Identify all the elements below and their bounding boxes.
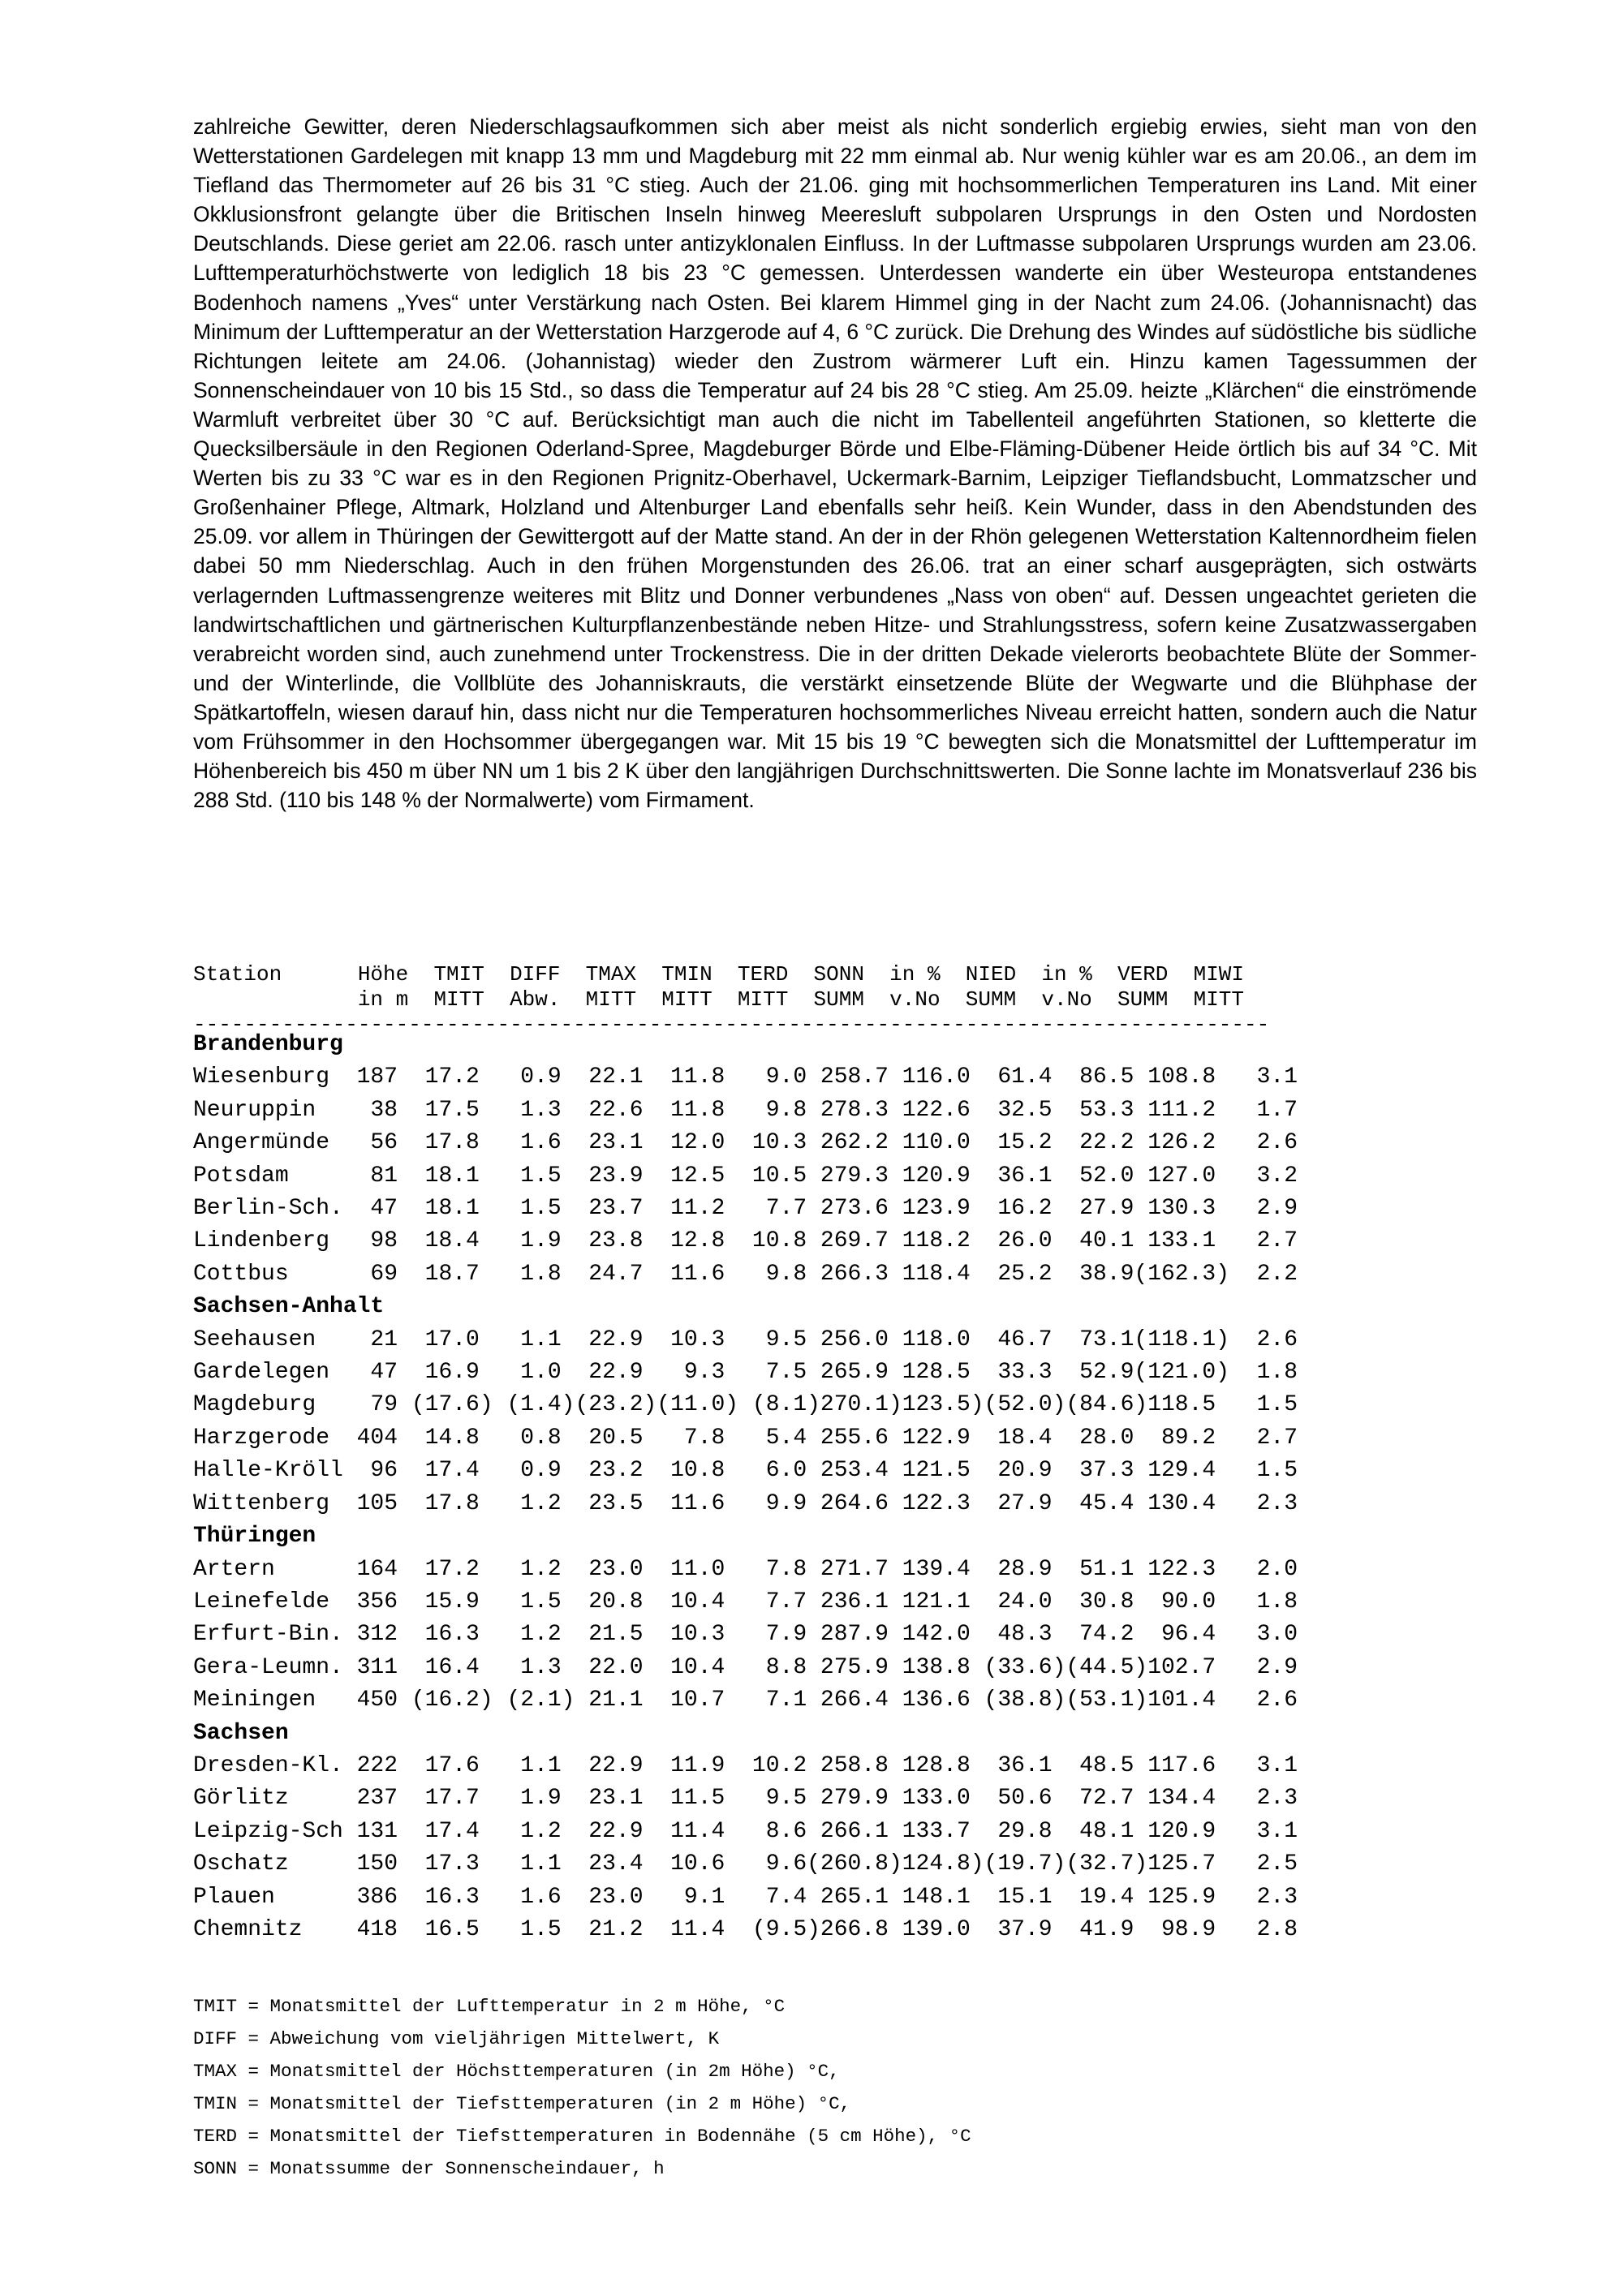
region-heading-brandenburg: Brandenburg [193, 1032, 343, 1057]
table-header-rule: ------------------------------------------------------------------------------------- [193, 1013, 1270, 1037]
legend-item: TMAX = Monatsmittel der Höchsttemperaturen (in 2m Höhe) °C, [193, 2061, 840, 2082]
table-row: Wiesenburg 187 17.2 0.9 22.1 11.8 9.0 258.7 116.0 61.4 86.5 108.8 3.1 [193, 1064, 1298, 1090]
table-row: Leinefelde 356 15.9 1.5 20.8 10.4 7.7 236.1 121.1 24.0 30.8 90.0 1.8 [193, 1589, 1298, 1615]
table-header-line-1: Station Höhe TMIT DIFF TMAX TMIN TERD SONN in % NIED in % VERD MIWI [193, 962, 1245, 987]
table-row: Leipzig-Sch 131 17.4 1.2 22.9 11.4 8.6 266.1 133.7 29.8 48.1 120.9 3.1 [193, 1818, 1298, 1844]
table-row: Plauen 386 16.3 1.6 23.0 9.1 7.4 265.1 148.1 15.1 19.4 125.9 2.3 [193, 1884, 1298, 1910]
table-row: Angermünde 56 17.8 1.6 23.1 12.0 10.3 262.2 110.0 15.2 22.2 126.2 2.6 [193, 1130, 1298, 1156]
legend-item: TMIT = Monatsmittel der Lufttemperatur in 2 m Höhe, °C [193, 1996, 786, 2017]
table-row: Halle-Kröll 96 17.4 0.9 23.2 10.8 6.0 253.4 121.5 20.9 37.3 129.4 1.5 [193, 1458, 1298, 1484]
table-row: Gardelegen 47 16.9 1.0 22.9 9.3 7.5 265.9 128.5 33.3 52.9(121.0) 1.8 [193, 1360, 1298, 1386]
table-row: Neuruppin 38 17.5 1.3 22.6 11.8 9.8 278.3 122.6 32.5 53.3 111.2 1.7 [193, 1097, 1298, 1123]
legend-item: TMIN = Monatsmittel der Tiefsttemperaturen (in 2 m Höhe) °C, [193, 2093, 851, 2114]
table-row: Gera-Leumn. 311 16.4 1.3 22.0 10.4 8.8 275.9 138.8 (33.6)(44.5)102.7 2.9 [193, 1654, 1298, 1680]
table-row: Artern 164 17.2 1.2 23.0 11.0 7.8 271.7 139.4 28.9 51.1 122.3 2.0 [193, 1556, 1298, 1582]
abbreviation-legend [193, 1990, 971, 2185]
table-row: Harzgerode 404 14.8 0.8 20.5 7.8 5.4 255.6 122.9 18.4 28.0 89.2 2.7 [193, 1425, 1298, 1451]
table-row: Oschatz 150 17.3 1.1 23.4 10.6 9.6(260.8)124.8)(19.7)(32.7)125.7 2.5 [193, 1851, 1298, 1877]
table-row: Erfurt-Bin. 312 16.3 1.2 21.5 10.3 7.9 287.9 142.0 48.3 74.2 96.4 3.0 [193, 1622, 1298, 1648]
table-row: Cottbus 69 18.7 1.8 24.7 11.6 9.8 266.3 118.4 25.2 38.9(162.3) 2.2 [193, 1261, 1298, 1287]
region-heading-thueringen: Thüringen [193, 1524, 316, 1550]
table-header-line-2: in m MITT Abw. MITT MITT MITT SUMM v.No SUMM v.No SUMM MITT [193, 987, 1245, 1012]
table-row: Magdeburg 79 (17.6) (1.4)(23.2)(11.0) (8.1)270.1)123.5)(52.0)(84.6)118.5 1.5 [193, 1392, 1298, 1418]
legend-item: SONN = Monatssumme der Sonnenscheindauer, h [193, 2158, 665, 2179]
weather-report-paragraph: zahlreiche Gewitter, deren Niederschlagsaufkommen sich aber meist als nicht sonderlich ergiebig erwies, sieht man von den Wetterstationen Gardelegen mit knapp 13 mm und Magdeburg mit 22 mm einmal ab. Nur wenig kühler war es am 20.06., an dem im Tiefland das Thermometer auf 26 bis 31 °C stieg. Auch der 21.06. ging mit hochsommerlichen Temperaturen ins Land. Mit einer Okklusionsfront gelangte über die Britischen Inseln hinweg Meeresluft subpolaren Ursprungs in den Osten und Nordosten Deutschlands. Diese geriet am 22.06. rasch unter antizyklonalen Einfluss. In der Luftmasse subpolaren Ursprungs wurden am 23.06. Lufttemperaturhöchstwerte von lediglich 18 bis 23 °C gemessen. Unterdessen wanderte ein über Westeuropa entstandenes Bodenhoch namens „Yves“ unter Verstärkung nach Osten. Bei klarem Himmel ging in der Nacht zum 24.06. (Johannisnacht) das Minimum der Lufttemperatur an der Wetterstation Harzgerode auf 4, 6 °C zurück. Die Drehung des Windes auf südöstliche bis südliche Richtungen leitete am 24.06. (Johannistag) wieder den Zustrom wärmerer Luft ein. Hinzu kamen Tagessummen der Sonnenscheindauer von 10 bis 15 Std., so dass die Temperatur auf 24 bis 28 °C stieg. Am 25.09. heizte „Klärchen“ die einströmende Warmluft verbreitet über 30 °C auf. Berücksichtigt man auch die nicht im Tabellenteil angeführten Stationen, so kletterte die Quecksilbersäule in den Regionen Oderland-Spree, Magdeburger Börde und Elbe-Fläming-Dübener Heide örtlich bis auf 34 °C. Mit Werten bis zu 33 °C war es in den Regionen Prignitz-Oberhavel, Uckermark-Barnim, Leipziger Tieflandsbucht, Lommatzscher und Großenhainer Pflege, Altmark, Holzland und Altenburger Land ebenfalls sehr heiß. Kein Wunder, dass in den Abendstunden des 25.09. vor allem in Thüringen der Gewittergott auf der Matte stand. An der in der Rhön gelegenen Wetterstation Kaltennordheim fielen dabei 50 mm Niederschlag. Auch in den frühen Morgenstunden des 26.06. trat an einer scharf ausgeprägten, sich ostwärts verlagernden Luftmassengrenze weiteres mit Blitz und Donner verbundenes „Nass von oben“ auf. Dessen ungeachtet gerieten die landwirtschaftlichen und gärtnerischen Kulturpflanzenbestände neben Hitze- und Strahlungsstress, sofern keine Zusatzwassergaben verabreicht worden sind, auch zunehmend unter Trockenstress. Die in der dritten Dekade vielerorts beobachtete Blüte der Sommer- und der Winterlinde, die Vollblüte des Johanniskrauts, die verstärkt einsetzende Blüte der Wegwarte und die Blühphase der Spätkartoffeln, wiesen darauf hin, dass nicht nur die Temperaturen hochsommerliches Niveau erreicht hatten, sondern auch die Natur vom Frühsommer in den Hochsommer übergegangen war. Mit 15 bis 19 °C bewegten sich die Monatsmittel der Lufttemperatur im Höhenbereich bis 450 m über NN um 1 bis 2 K über den langjährigen Durchschnittswerten. Die Sonne lachte im Monatsverlauf 236 bis 288 Std. (110 bis 148 % der Normalwerte) vom Firmament. [193, 114, 1477, 813]
region-heading-sachsen-anhalt: Sachsen-Anhalt [193, 1294, 385, 1320]
table-row: Chemnitz 418 16.5 1.5 21.2 11.4 (9.5)266.8 139.0 37.9 41.9 98.9 2.8 [193, 1916, 1298, 1942]
table-row: Lindenberg 98 18.4 1.9 23.8 12.8 10.8 269.7 118.2 26.0 40.1 133.1 2.7 [193, 1228, 1298, 1254]
region-heading-sachsen: Sachsen [193, 1720, 289, 1746]
table-row: Seehausen 21 17.0 1.1 22.9 10.3 9.5 256.0 118.0 46.7 73.1(118.1) 2.6 [193, 1326, 1298, 1352]
legend-item: DIFF = Abweichung vom vieljährigen Mittelwert, K [193, 2028, 720, 2049]
table-row: Görlitz 237 17.7 1.9 23.1 11.5 9.5 279.9 133.0 50.6 72.7 134.4 2.3 [193, 1786, 1298, 1812]
table-row: Meiningen 450 (16.2) (2.1) 21.1 10.7 7.1 266.4 136.6 (38.8)(53.1)101.4 2.6 [193, 1688, 1298, 1713]
table-header [193, 962, 1269, 1038]
table-row: Dresden-Kl. 222 17.6 1.1 22.9 11.9 10.2 258.8 128.8 36.1 48.5 117.6 3.1 [193, 1752, 1298, 1778]
legend-item: TERD = Monatsmittel der Tiefsttemperaturen in Bodennähe (5 cm Höhe), °C [193, 2126, 971, 2147]
table-row: Wittenberg 105 17.8 1.2 23.5 11.6 9.9 264.6 122.3 27.9 45.4 130.4 2.3 [193, 1490, 1298, 1516]
table-row: Berlin-Sch. 47 18.1 1.5 23.7 11.2 7.7 273.6 123.9 16.2 27.9 130.3 2.9 [193, 1196, 1298, 1222]
table-row: Potsdam 81 18.1 1.5 23.9 12.5 10.5 279.3 120.9 36.1 52.0 127.0 3.2 [193, 1163, 1298, 1189]
station-table [193, 1029, 1298, 1946]
